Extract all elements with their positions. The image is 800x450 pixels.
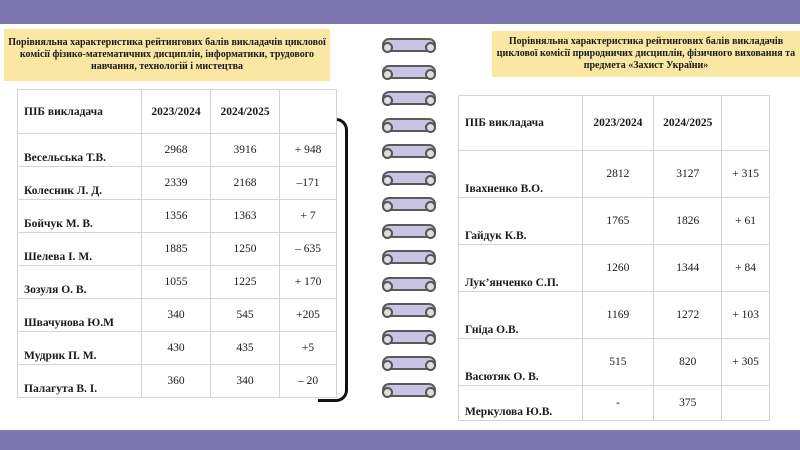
diff-cell (722, 386, 770, 421)
value-2024-cell: 435 (211, 332, 280, 365)
bottom-band (0, 430, 800, 450)
value-2023-cell: 1356 (141, 200, 210, 233)
left-header-2024: 2024/2025 (211, 90, 280, 134)
diff-cell: –171 (280, 167, 337, 200)
table-row (459, 292, 770, 339)
diff-cell: + 7 (280, 200, 337, 233)
table-row (459, 245, 770, 292)
name-cell: Івахненко В.О. (459, 151, 583, 198)
table-row (18, 134, 337, 167)
diff-cell: + 103 (722, 292, 770, 339)
name-cell: Колесник Л. Д. (18, 167, 142, 200)
value-2023-cell: 2339 (141, 167, 210, 200)
diff-cell: + 84 (722, 245, 770, 292)
spiral-coil (382, 144, 436, 158)
value-2024-cell: 375 (654, 386, 722, 421)
spiral-coil (382, 118, 436, 132)
name-cell: Лук’янченко С.П. (459, 245, 583, 292)
table-row (18, 233, 337, 266)
spiral-coil (382, 330, 436, 344)
value-2023-cell: 1260 (582, 245, 654, 292)
name-cell: Меркулова Ю.В. (459, 386, 583, 421)
diff-cell: + 305 (722, 339, 770, 386)
value-2023-cell: 430 (141, 332, 210, 365)
name-cell: Палагута В. І. (18, 365, 142, 398)
name-cell: Мудрик П. М. (18, 332, 142, 365)
value-2024-cell: 3916 (211, 134, 280, 167)
value-2023-cell: 340 (141, 299, 210, 332)
diff-cell: + 61 (722, 198, 770, 245)
value-2024-cell: 340 (211, 365, 280, 398)
diff-cell: – 20 (280, 365, 337, 398)
name-cell: Швачунова Ю.М (18, 299, 142, 332)
table-row (459, 198, 770, 245)
table-row (459, 339, 770, 386)
name-cell: Зозуля О. В. (18, 266, 142, 299)
diff-cell: – 635 (280, 233, 337, 266)
right-table-title: Порівняльна характеристика рейтингових балів викладачів циклової комісії природничих дисциплін, фізичного виховання та предмета «Захист України» (492, 31, 800, 77)
value-2023-cell: 515 (582, 339, 654, 386)
table-row (18, 299, 337, 332)
spiral-coil (382, 91, 436, 105)
diff-cell: +205 (280, 299, 337, 332)
right-header-2024: 2024/2025 (654, 96, 722, 151)
value-2024-cell: 1250 (211, 233, 280, 266)
right-header-name: ПІБ викладача (459, 96, 583, 151)
table-row (18, 365, 337, 398)
right-rating-table (458, 95, 770, 421)
value-2023-cell: 2812 (582, 151, 654, 198)
value-2023-cell: 2968 (141, 134, 210, 167)
spiral-coil (382, 250, 436, 264)
table-row (18, 332, 337, 365)
spiral-coil (382, 197, 436, 211)
right-header-diff (722, 96, 770, 151)
diff-cell: + 315 (722, 151, 770, 198)
value-2024-cell: 1272 (654, 292, 722, 339)
top-band (0, 0, 800, 24)
spiral-coil (382, 303, 436, 317)
value-2024-cell: 2168 (211, 167, 280, 200)
spiral-coil (382, 277, 436, 291)
value-2023-cell: 360 (141, 365, 210, 398)
spiral-coil (382, 383, 436, 397)
name-cell: Васютяк О. В. (459, 339, 583, 386)
value-2023-cell: - (582, 386, 654, 421)
diff-cell: + 948 (280, 134, 337, 167)
spiral-coil (382, 38, 436, 52)
value-2024-cell: 820 (654, 339, 722, 386)
left-rating-table (17, 89, 337, 398)
value-2023-cell: 1169 (582, 292, 654, 339)
value-2023-cell: 1765 (582, 198, 654, 245)
diff-cell: + 170 (280, 266, 337, 299)
name-cell: Гніда О.В. (459, 292, 583, 339)
table-row (18, 266, 337, 299)
name-cell: Гайдук К.В. (459, 198, 583, 245)
left-header-diff (280, 90, 337, 134)
left-table-title: Порівняльна характеристика рейтингових балів викладачів циклової комісії фізико-математичних дисциплін, інформатики, трудового навчання, технологій і мистецтва (4, 29, 330, 81)
value-2024-cell: 3127 (654, 151, 722, 198)
diff-cell: +5 (280, 332, 337, 365)
table-row (459, 386, 770, 421)
name-cell: Весельська Т.В. (18, 134, 142, 167)
right-header-2023: 2023/2024 (582, 96, 654, 151)
spiral-coil (382, 65, 436, 79)
right-header-row (459, 96, 770, 151)
value-2024-cell: 545 (211, 299, 280, 332)
value-2024-cell: 1826 (654, 198, 722, 245)
left-header-row (18, 90, 337, 134)
left-header-2023: 2023/2024 (141, 90, 210, 134)
value-2024-cell: 1225 (211, 266, 280, 299)
name-cell: Шелева І. М. (18, 233, 142, 266)
name-cell: Бойчук М. В. (18, 200, 142, 233)
value-2023-cell: 1055 (141, 266, 210, 299)
table-row (18, 200, 337, 233)
spiral-coil (382, 171, 436, 185)
value-2023-cell: 1885 (141, 233, 210, 266)
left-header-name: ПІБ викладача (18, 90, 142, 134)
value-2024-cell: 1363 (211, 200, 280, 233)
table-row (18, 167, 337, 200)
spiral-coil (382, 224, 436, 238)
table-row (459, 151, 770, 198)
value-2024-cell: 1344 (654, 245, 722, 292)
notebook-spiral-decoration (382, 38, 436, 418)
spiral-coil (382, 356, 436, 370)
